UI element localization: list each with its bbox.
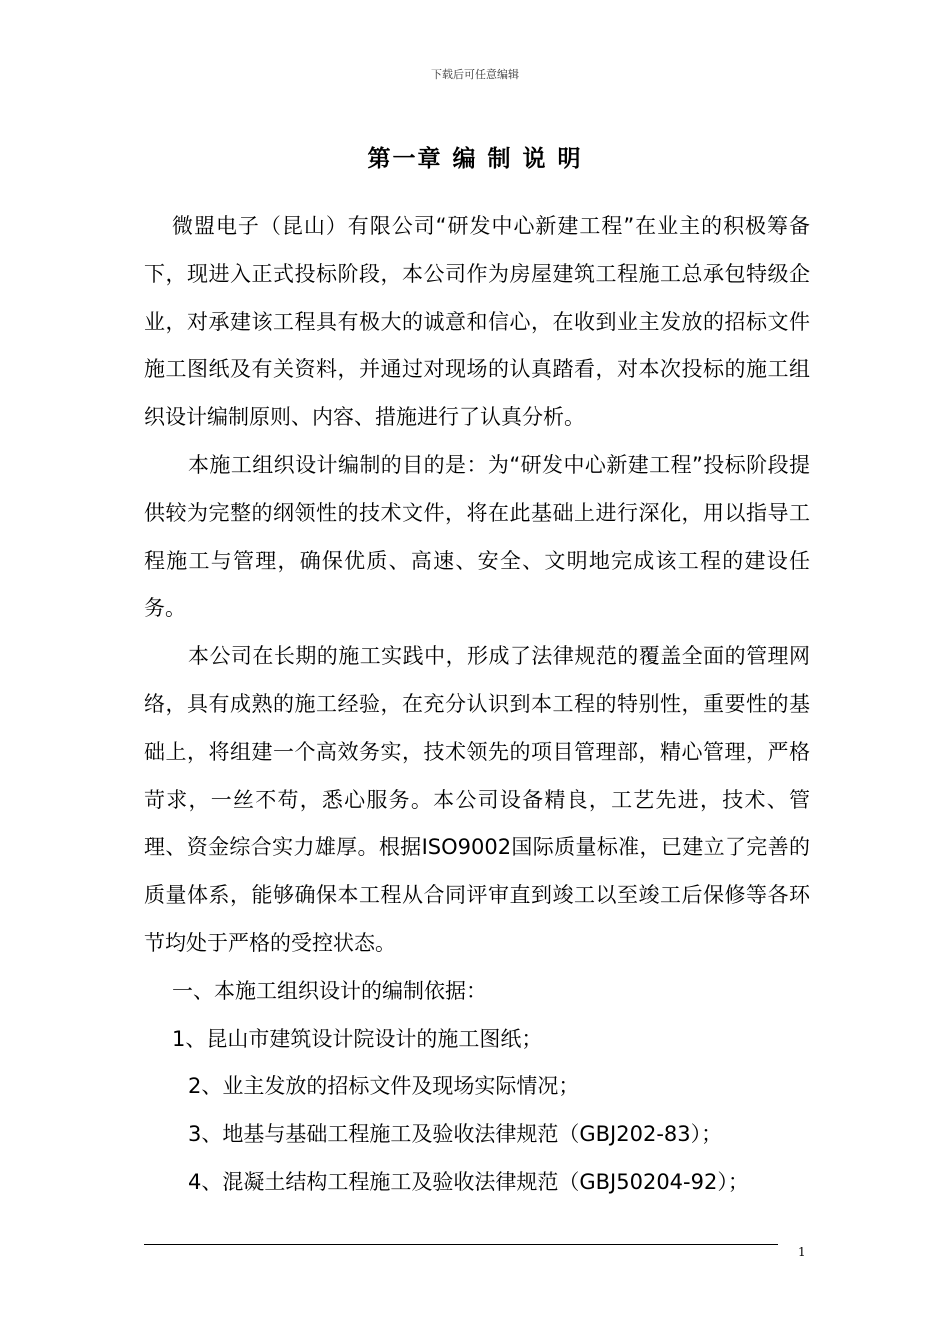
basis-item: 3、地基与基础工程施工及验收法律规范（GBJ202-83）； [188,1122,723,1147]
chapter-title: 第一章 编 制 说 明 [367,146,583,172]
basis-item: 2、业主发放的招标文件及现场实际情况； [188,1074,580,1099]
page-number: 1 [798,1245,806,1259]
document-body [144,203,810,1207]
basis-item: 4、混凝土结构工程施工及验收法律规范（GBJ50204-92）； [188,1169,749,1194]
basis-item: 1、昆山市建筑设计院设计的施工图纸； [172,1026,543,1051]
section-heading: 一、本施工组织设计的编制依据： [172,978,487,1003]
paragraph-intro: 微盟电子（昆山）有限公司“研发中心新建工程”在业主的积极筹备下，现进入正式投标阶段，本公司作为房屋建筑工程施工总承包特级企业，对承建该工程具有极大的诚意和信心，在收到业主发放的招标文件施工图纸及有关资料，并通过对现场的认真踏看，对本次投标的施工组织设计编制原则、内容、措施进行了认真分析。 [144,214,810,430]
footer-divider [144,1244,778,1245]
header-note: 下载后可任意编辑 [431,68,519,81]
paragraph-company: 本公司在长期的施工实践中，形成了法律规范的覆盖全面的管理网络，具有成熟的施工经验，在充分认识到本工程的特别性，重要性的基础上，将组建一个高效务实，技术领先的项目管理部，精心管理，严格苛求，一丝不苟，悉心服务。本公司设备精良，工艺先进，技术、管理、资金综合实力雄厚。根据ISO9002国际质量标准，已建立了完善的质量体系，能够确保本工程从合同评审直到竣工以至竣工后保修等各环节均处于严格的受控状态。 [144,644,810,955]
paragraph-purpose: 本施工组织设计编制的目的是：为“研发中心新建工程”投标阶段提供较为完整的纲领性的技术文件，将在此基础上进行深化，用以指导工程施工与管理，确保优质、高速、安全、文明地完成该工程的建设任务。 [144,452,810,621]
